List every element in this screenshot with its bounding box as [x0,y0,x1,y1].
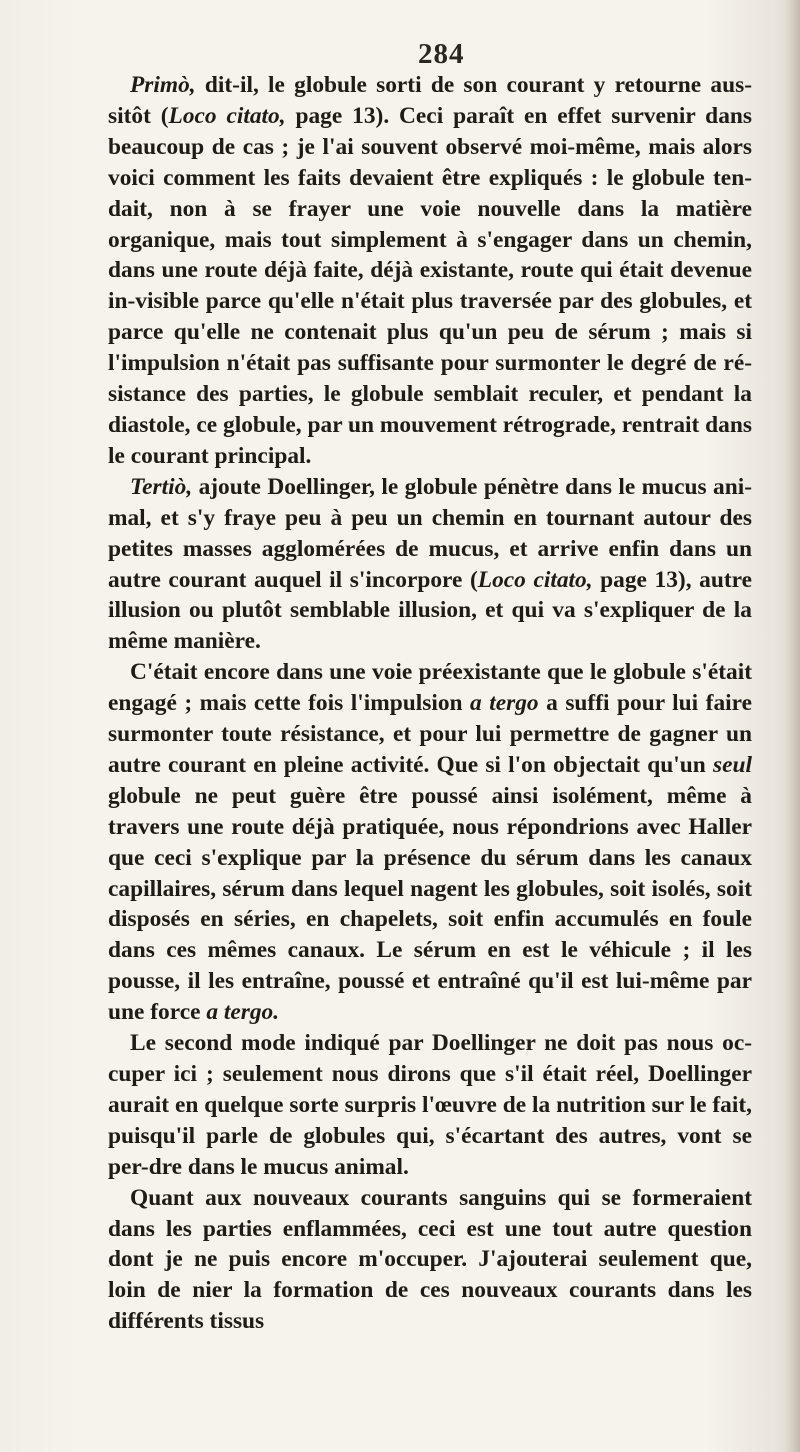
italic-text: Loco citato, [477,566,593,593]
text-run: globule ne peut guère être poussé ainsi isolément, même à travers une route déjà pratiquée, nous répondrions avec Haller que ceci s'explique par la présence du sérum dans les canaux capillaires, sérum dans lequel nagent les globules, soit isolés, soit disposés en séries, en chapelets, soit enfin accumulés en foule dans ces mêmes canaux. Le sérum en est le véhicule ; il les pousse, il les entraîne, poussé et entraîné qu'il est lui-même par une force [108,782,752,1026]
text-run: Le second mode indiqué par Doellinger ne doit pas nous oc-cuper ici ; seulement nous dirons que s'il était réel, Doellinger aurait en quelque sorte surpris l'œuvre de la nutrition sur le fait, puisqu'il parle de globules qui, s'écartant des autres, vont se per-dre dans le mucus animal. [108,1030,752,1180]
italic-text: seul [713,751,752,778]
paragraph [108,70,752,472]
text-run: Quant aux nouveaux courants sanguins qui se formeraient dans les parties enflammées, ceci est une tout autre question dont je ne puis encore m'occuper. J'ajouterai seulement que, loin de nier la formation de ces nouveaux courants dans les différents tissus [108,1184,752,1335]
italic-text: a tergo. [206,999,280,1026]
paragraph [108,1028,752,1183]
text-run: ajoute Doellinger, le globule pénètre dans le mucus ani-mal, et s'y fraye peu à peu un chemin en tournant autour des petites masses agglomérées de mucus, et arrive enfin dans un autre courant auquel il s'incorpore ( [108,473,752,593]
italic-text: Tertiò, [130,473,193,500]
italic-text: a tergo [470,690,539,717]
page-number: 284 [418,38,465,70]
body-text [108,70,752,1337]
text-run: page 13). Ceci paraît en effet survenir dans beaucoup de cas ; je l'ai souvent observé moi-même, mais alors voici comment les faits devaient être expliqués : le globule ten-dait, non à se frayer une voie nouvelle dans la matière organique, mais tout simplement à s'engager dans un chemin, dans une route déjà faite, déjà existante, route qui était devenue in-visible parce qu'elle n'était plus traversée par des globules, et parce qu'elle ne contenait plus qu'un peu de sérum ; mais si l'impulsion n'était pas suffisante pour surmonter le degré de ré-sistance des parties, le globule semblait reculer, et pendant la diastole, ce globule, par un mouvement rétrograde, rentrait dans le courant principal. [108,102,752,469]
italic-text: Loco citato, [168,102,286,129]
text-run: dit-il, le globule sorti de son courant y retourne aus-sitôt ( [108,72,752,129]
text-run: a suffi pour lui faire surmonter toute résistance, et pour lui permettre de gagner un autre courant en pleine activité. Que si l'on objectait qu'un [108,690,753,778]
paragraph [108,1183,752,1338]
text-run: page 13), autre illusion ou plutôt semblable illusion, et qui va s'expliquer de la même manière. [108,566,752,655]
page-edge-shadow [786,0,800,1452]
paragraph [108,472,752,657]
text-run: C'était encore dans une voie préexistante que le globule s'était engagé ; mais cette fois l'impulsion [108,659,752,717]
paragraph [108,657,752,1028]
italic-text: Primò, [130,72,196,98]
